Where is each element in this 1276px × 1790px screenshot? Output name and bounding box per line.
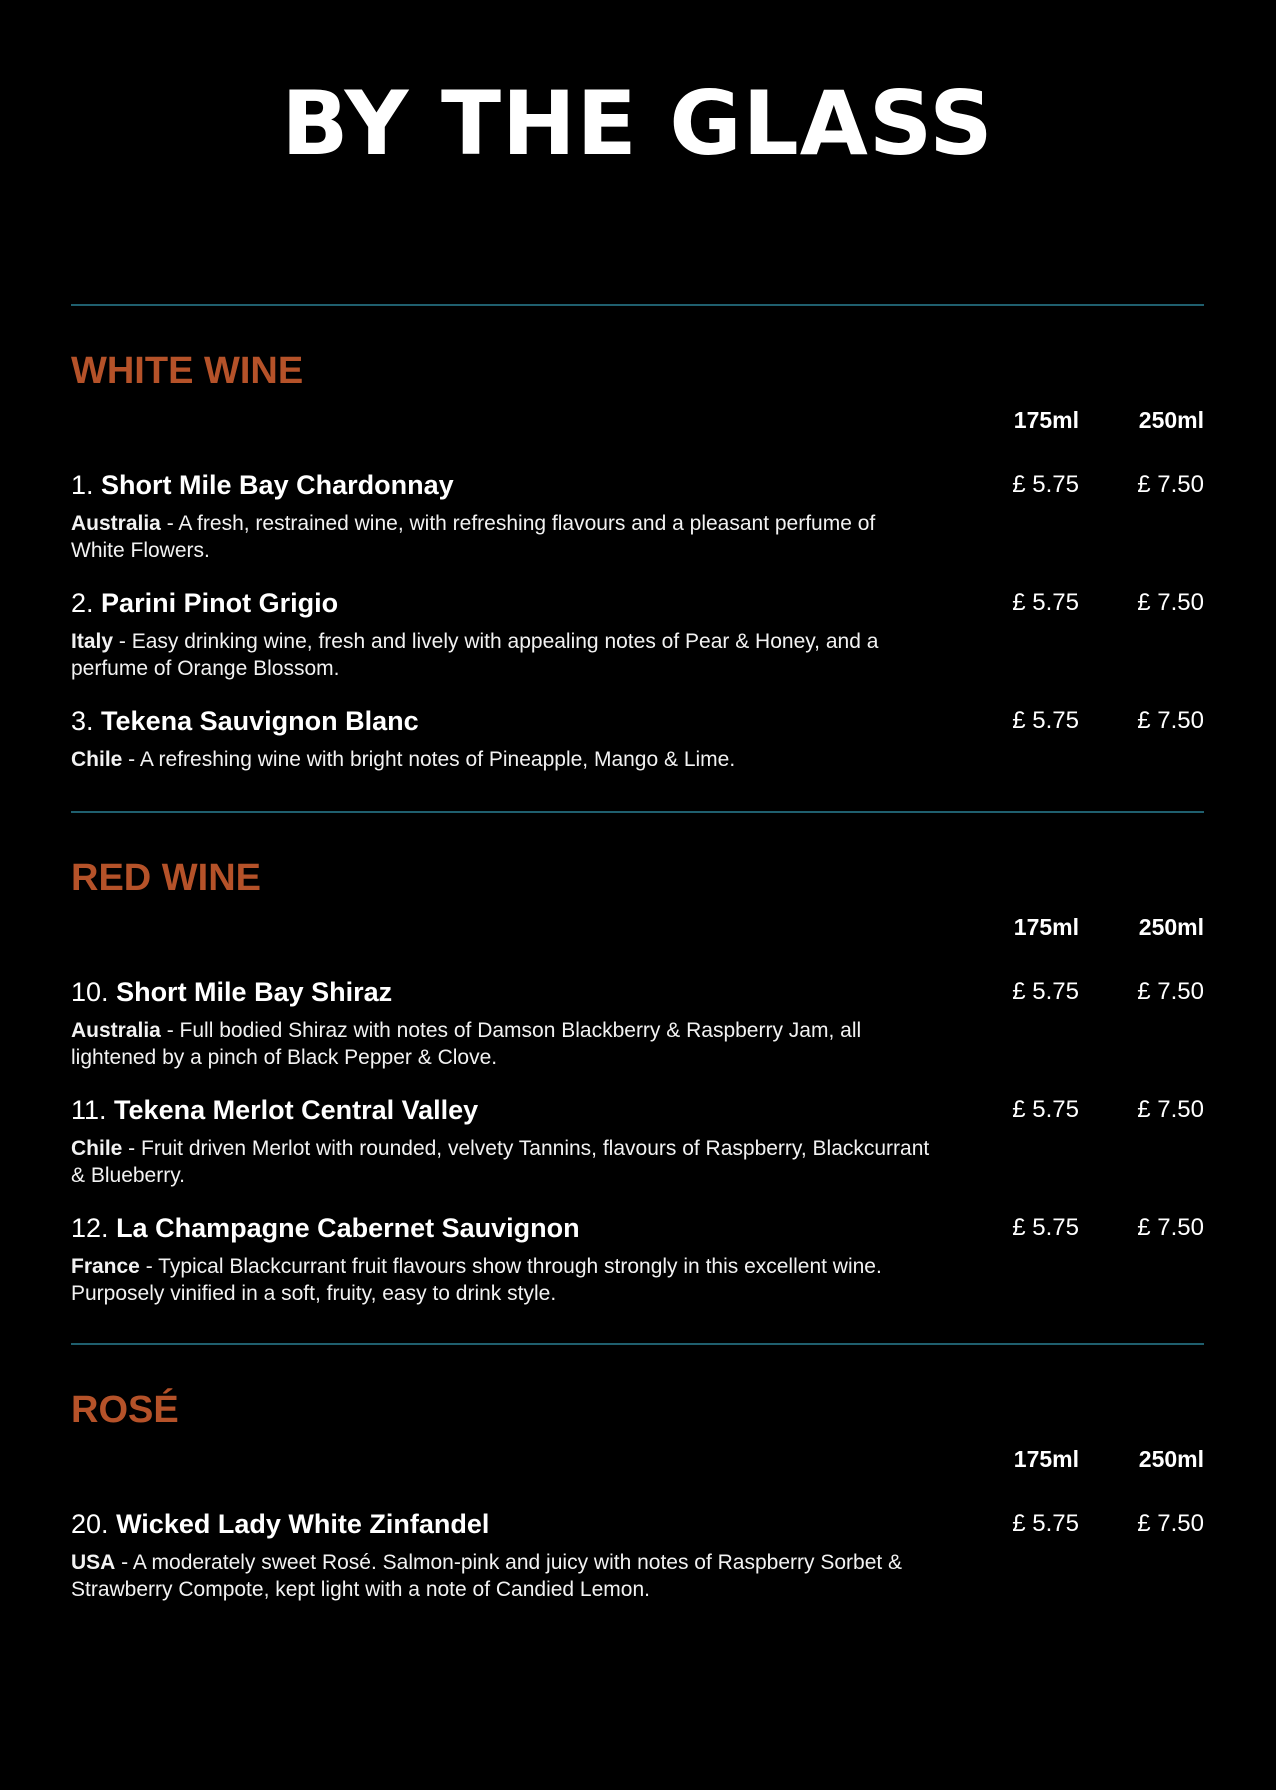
- wine-name-row: [71, 1209, 1204, 1247]
- wine-name: Tekena Merlot Central Valley: [114, 1095, 479, 1125]
- wine-description: [71, 746, 931, 773]
- wine-name: Short Mile Bay Chardonnay: [101, 470, 454, 500]
- wine-notes: - Easy drinking wine, fresh and lively with appealing notes of Pear & Honey, and a perfume of Orange Blossom.: [71, 630, 879, 680]
- page-title: BY THE GLASS: [281, 72, 994, 175]
- wine-name-row: [71, 466, 1204, 504]
- wine-item: [71, 1209, 1204, 1307]
- size-label-250: 250ml: [1138, 914, 1204, 940]
- price-175: £ 5.75: [1012, 707, 1079, 734]
- wine-notes: - Full bodied Shiraz with notes of Damson Blackberry & Raspberry Jam, all lightened by a pinch of Black Pepper & Clove.: [71, 1019, 862, 1069]
- wine-item: [71, 702, 1204, 773]
- wine-notes: - A refreshing wine with bright notes of Pineapple, Mango & Lime.: [122, 748, 736, 771]
- wine-origin: Chile: [71, 1137, 123, 1160]
- size-label-250: 250ml: [1138, 407, 1204, 433]
- section-title: WHITE WINE: [71, 350, 304, 392]
- wine-origin: Australia: [71, 512, 161, 535]
- wine-name: Wicked Lady White Zinfandel: [116, 1509, 490, 1539]
- wine-menu-page: [71, 0, 1204, 1603]
- wine-name-row: [71, 702, 1204, 740]
- wine-name: La Champagne Cabernet Sauvignon: [116, 1213, 580, 1243]
- section-rose: [71, 1387, 1204, 1603]
- price-250: £ 7.50: [1137, 707, 1204, 734]
- wine-description: [71, 1135, 931, 1189]
- price-175: £ 5.75: [1012, 1096, 1079, 1123]
- size-header-row: [71, 911, 1204, 943]
- divider: [71, 304, 1204, 306]
- wine-notes: - Typical Blackcurrant fruit flavours show through strongly in this excellent wine. Purposely vinified in a soft, fruity, easy to drink style.: [71, 1255, 882, 1305]
- wine-item: [71, 1505, 1204, 1603]
- price-250: £ 7.50: [1137, 978, 1204, 1005]
- wine-description: [71, 1017, 931, 1071]
- wine-number: 2.: [71, 588, 94, 618]
- wine-name: Parini Pinot Grigio: [101, 588, 339, 618]
- wine-description: [71, 628, 931, 682]
- wine-name: Tekena Sauvignon Blanc: [101, 706, 419, 736]
- wine-origin: Australia: [71, 1019, 161, 1042]
- wine-description: [71, 1549, 931, 1603]
- size-header-row: [71, 1443, 1204, 1475]
- divider: [71, 1343, 1204, 1345]
- wine-number: 12.: [71, 1213, 109, 1243]
- wine-origin: Chile: [71, 748, 123, 771]
- section-title: RED WINE: [71, 857, 261, 899]
- price-250: £ 7.50: [1137, 1510, 1204, 1537]
- size-label-175: 175ml: [1013, 407, 1079, 433]
- divider: [71, 811, 1204, 813]
- wine-notes: - A fresh, restrained wine, with refreshing flavours and a pleasant perfume of White Flowers.: [71, 512, 876, 562]
- price-175: £ 5.75: [1012, 589, 1079, 616]
- price-175: £ 5.75: [1012, 471, 1079, 498]
- section-title: ROSÉ: [71, 1389, 179, 1431]
- price-250: £ 7.50: [1137, 589, 1204, 616]
- section-red-wine: [71, 855, 1204, 1307]
- price-175: £ 5.75: [1012, 978, 1079, 1005]
- section-white-wine: [71, 348, 1204, 773]
- wine-notes: - A moderately sweet Rosé. Salmon-pink and juicy with notes of Raspberry Sorbet & Strawberry Compote, kept light with a note of Candied Lemon.: [71, 1551, 903, 1601]
- wine-notes: - Fruit driven Merlot with rounded, velvety Tannins, flavours of Raspberry, Blackcurrant & Blueberry.: [71, 1137, 930, 1187]
- wine-number: 20.: [71, 1509, 109, 1539]
- wine-name-row: [71, 1505, 1204, 1543]
- wine-description: [71, 1253, 931, 1307]
- wine-item: [71, 1091, 1204, 1189]
- wine-number: 3.: [71, 706, 94, 736]
- price-250: £ 7.50: [1137, 1214, 1204, 1241]
- price-175: £ 5.75: [1012, 1214, 1079, 1241]
- wine-item: [71, 466, 1204, 564]
- size-label-250: 250ml: [1138, 1446, 1204, 1472]
- size-header-row: [71, 404, 1204, 436]
- price-250: £ 7.50: [1137, 1096, 1204, 1123]
- wine-name-row: [71, 584, 1204, 622]
- wine-origin: France: [71, 1255, 140, 1278]
- size-label-175: 175ml: [1013, 1446, 1079, 1472]
- wine-item: [71, 584, 1204, 682]
- size-label-175: 175ml: [1013, 914, 1079, 940]
- wine-name-row: [71, 973, 1204, 1011]
- wine-origin: Italy: [71, 630, 114, 653]
- price-175: £ 5.75: [1012, 1510, 1079, 1537]
- wine-item: [71, 973, 1204, 1071]
- wine-name: Short Mile Bay Shiraz: [116, 977, 393, 1007]
- wine-number: 11.: [71, 1095, 107, 1125]
- wine-number: 10.: [71, 977, 109, 1007]
- wine-origin: USA: [71, 1551, 116, 1574]
- wine-name-row: [71, 1091, 1204, 1129]
- wine-description: [71, 510, 931, 564]
- wine-number: 1.: [71, 470, 94, 500]
- price-250: £ 7.50: [1137, 471, 1204, 498]
